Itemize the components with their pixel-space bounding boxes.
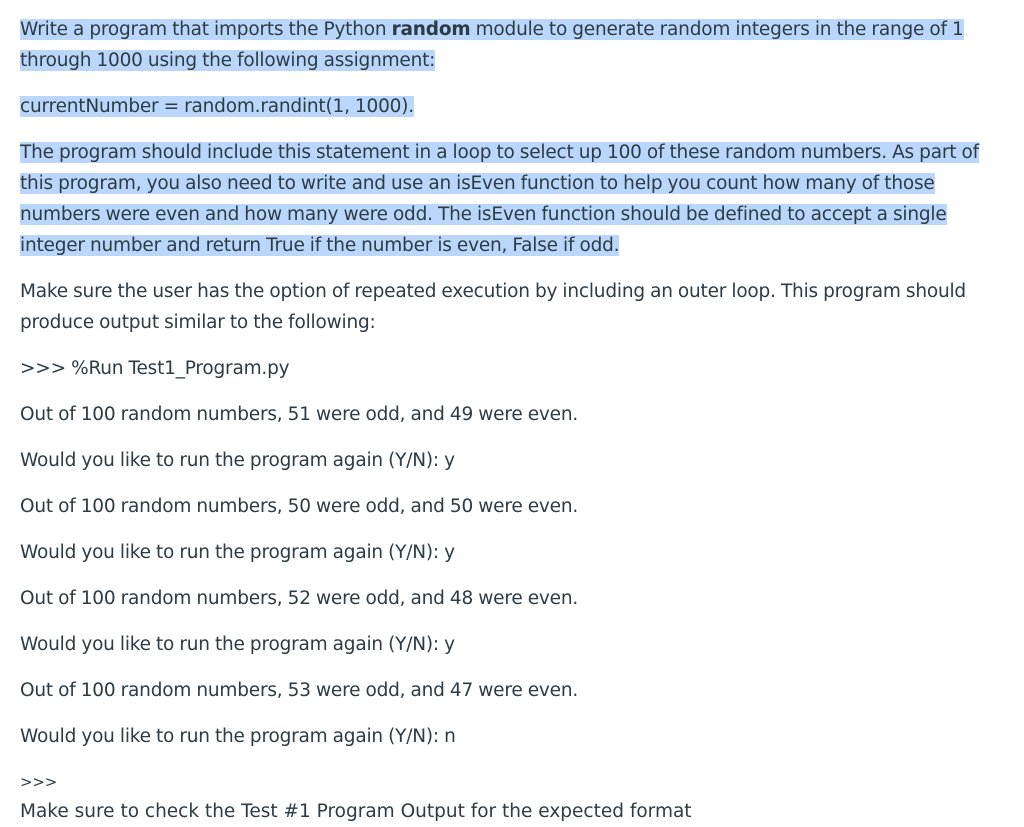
output-line: Out of 100 random numbers, 51 were odd, and 49 were even. [20,404,579,425]
output-line: Out of 100 random numbers, 50 were odd, and 50 were even. [20,496,579,517]
shell-prompt: >>> [20,773,58,791]
cut-off-line-container [20,801,692,827]
selected-loop-text: The program should include this statement in a loop to select up 100 of these random numbers. As part of this program, you also need to write and use an isEven function to help you count how many of those numbers were even and how many were odd. The isEven function should be defined to accept a single integer number and return True if the number is even, False if odd. [20,142,979,256]
selected-intro-text [20,19,964,71]
output-line: Would you like to run the program again (Y/N): y [20,634,455,655]
loop-instructions-paragraph [20,137,1010,261]
cut-off-line: Make sure to check the Test #1 Program Output for the expected format [20,801,692,822]
output-line: Would you like to run the program again (Y/N): y [20,450,455,471]
output-line: Would you like to run the program again (Y/N): y [20,542,455,563]
intro-paragraph [20,14,1010,76]
output-line: Out of 100 random numbers, 53 were odd, and 47 were even. [20,680,579,701]
selected-assignment-text: currentNumber = random.randint(1, 1000). [20,96,414,117]
run-command-line: >>> %Run Test1_Program.py [20,358,290,379]
output-line: Out of 100 random numbers, 52 were odd, and 48 were even. [20,588,579,609]
random-module-name: random [391,19,471,40]
intro-text-start: Write a program that imports the Python [20,19,392,40]
outer-loop-paragraph: Make sure the user has the option of repeated execution by including an outer loop. This program should produce output similar to the following: [20,281,966,333]
intro-text-end: module to generate random integers in the range of 1 through 1000 using the following assignment: [20,19,964,71]
output-line: Would you like to run the program again (Y/N): n [20,726,456,747]
document-body [20,14,1010,798]
assignment-statement [20,91,1010,122]
